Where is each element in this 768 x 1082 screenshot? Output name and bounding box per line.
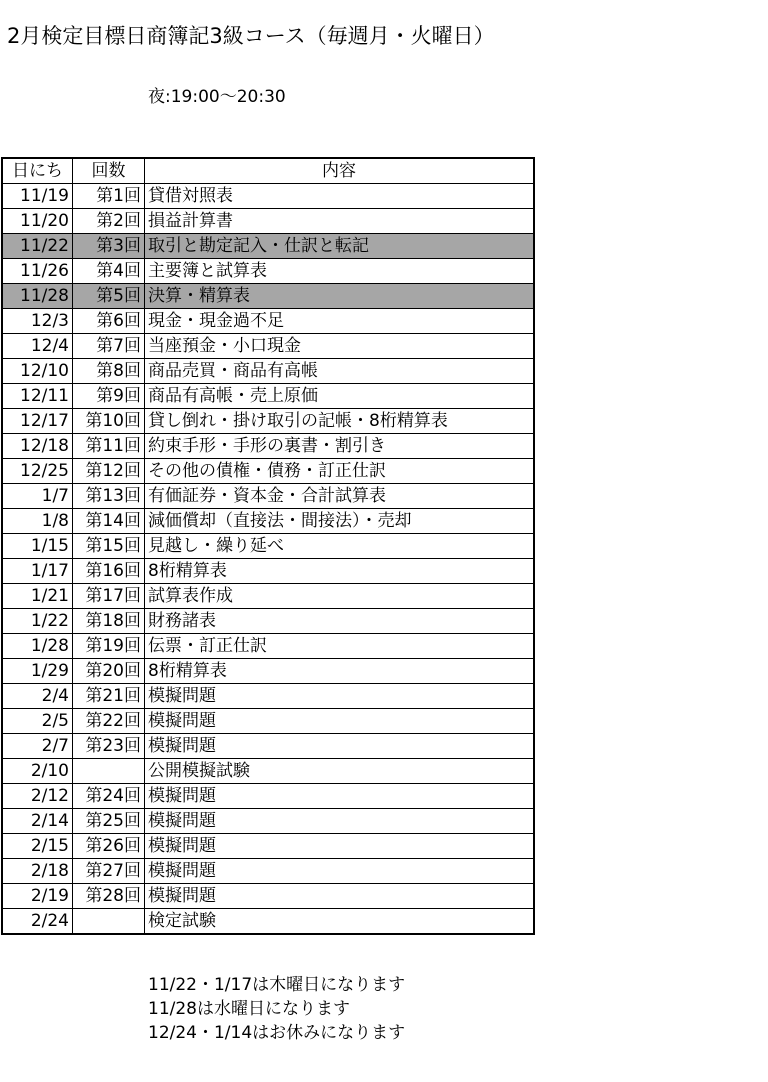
content-cell: 模擬問題 xyxy=(145,734,535,759)
date-cell: 2/10 xyxy=(2,759,73,784)
session-cell: 第24回 xyxy=(73,784,145,809)
content-cell: 8桁精算表 xyxy=(145,659,535,684)
content-cell: その他の債権・債務・訂正仕訳 xyxy=(145,459,535,484)
session-cell: 第27回 xyxy=(73,859,145,884)
table-row xyxy=(2,684,534,709)
session-cell: 第25回 xyxy=(73,809,145,834)
date-cell: 2/7 xyxy=(2,734,73,759)
date-cell: 1/15 xyxy=(2,534,73,559)
date-cell: 1/29 xyxy=(2,659,73,684)
session-cell: 第3回 xyxy=(73,234,145,259)
session-cell: 第22回 xyxy=(73,709,145,734)
content-cell: 試算表作成 xyxy=(145,584,535,609)
table-row xyxy=(2,809,534,834)
date-cell: 2/5 xyxy=(2,709,73,734)
table-row xyxy=(2,259,534,284)
table-row xyxy=(2,634,534,659)
session-cell: 第19回 xyxy=(73,634,145,659)
table-row xyxy=(2,359,534,384)
table-row xyxy=(2,484,534,509)
session-cell: 第6回 xyxy=(73,309,145,334)
session-cell: 第16回 xyxy=(73,559,145,584)
date-cell: 11/26 xyxy=(2,259,73,284)
table-row xyxy=(2,909,534,935)
table-row xyxy=(2,559,534,584)
session-cell: 第1回 xyxy=(73,184,145,209)
date-cell: 1/21 xyxy=(2,584,73,609)
session-cell: 第21回 xyxy=(73,684,145,709)
content-cell: 決算・精算表 xyxy=(145,284,535,309)
date-cell: 12/18 xyxy=(2,434,73,459)
table-row xyxy=(2,234,534,259)
table-row xyxy=(2,709,534,734)
session-cell: 第14回 xyxy=(73,509,145,534)
date-cell: 11/20 xyxy=(2,209,73,234)
date-cell: 2/14 xyxy=(2,809,73,834)
schedule-table xyxy=(1,157,535,935)
content-cell: 公開模擬試験 xyxy=(145,759,535,784)
date-cell: 12/4 xyxy=(2,334,73,359)
date-cell: 2/18 xyxy=(2,859,73,884)
date-cell: 12/10 xyxy=(2,359,73,384)
session-cell: 第17回 xyxy=(73,584,145,609)
table-row xyxy=(2,509,534,534)
class-time: 夜:19:00～20:30 xyxy=(148,87,286,107)
session-cell: 第26回 xyxy=(73,834,145,859)
table-row xyxy=(2,734,534,759)
session-cell: 第8回 xyxy=(73,359,145,384)
date-cell: 1/8 xyxy=(2,509,73,534)
page-title: 2月検定目標日商簿記3級コース（毎週月・火曜日） xyxy=(7,24,495,48)
table-row xyxy=(2,859,534,884)
session-cell: 第18回 xyxy=(73,609,145,634)
date-cell: 12/3 xyxy=(2,309,73,334)
table-row xyxy=(2,834,534,859)
schedule-table-body xyxy=(2,158,534,934)
table-row xyxy=(2,884,534,909)
date-cell: 2/12 xyxy=(2,784,73,809)
content-cell: 見越し・繰り延べ xyxy=(145,534,535,559)
column-header-content: 内容 xyxy=(145,158,535,184)
content-cell: 模擬問題 xyxy=(145,884,535,909)
notes xyxy=(148,973,405,1045)
content-cell: 模擬問題 xyxy=(145,709,535,734)
content-cell: 伝票・訂正仕訳 xyxy=(145,634,535,659)
table-row xyxy=(2,609,534,634)
content-cell: 8桁精算表 xyxy=(145,559,535,584)
content-cell: 検定試験 xyxy=(145,909,535,935)
content-cell: 有価証券・資本金・合計試算表 xyxy=(145,484,535,509)
content-cell: 約束手形・手形の裏書・割引き xyxy=(145,434,535,459)
content-cell: 損益計算書 xyxy=(145,209,535,234)
session-cell: 第23回 xyxy=(73,734,145,759)
content-cell: 減価償却（直接法・間接法）・売却 xyxy=(145,509,535,534)
table-row xyxy=(2,384,534,409)
table-row xyxy=(2,784,534,809)
table-row xyxy=(2,759,534,784)
table-row xyxy=(2,659,534,684)
session-cell: 第10回 xyxy=(73,409,145,434)
session-cell: 第7回 xyxy=(73,334,145,359)
content-cell: 模擬問題 xyxy=(145,809,535,834)
content-cell: 取引と勘定記入・仕訳と転記 xyxy=(145,234,535,259)
content-cell: 財務諸表 xyxy=(145,609,535,634)
date-cell: 2/15 xyxy=(2,834,73,859)
content-cell: 模擬問題 xyxy=(145,784,535,809)
content-cell: 模擬問題 xyxy=(145,684,535,709)
session-cell xyxy=(73,759,145,784)
table-row xyxy=(2,284,534,309)
date-cell: 2/19 xyxy=(2,884,73,909)
content-cell: 主要簿と試算表 xyxy=(145,259,535,284)
content-cell: 貸し倒れ・掛け取引の記帳・8桁精算表 xyxy=(145,409,535,434)
date-cell: 12/11 xyxy=(2,384,73,409)
date-cell: 11/19 xyxy=(2,184,73,209)
date-cell: 1/7 xyxy=(2,484,73,509)
session-cell: 第13回 xyxy=(73,484,145,509)
session-cell: 第28回 xyxy=(73,884,145,909)
table-row xyxy=(2,209,534,234)
table-row xyxy=(2,584,534,609)
session-cell: 第9回 xyxy=(73,384,145,409)
note-item: 11/28は水曜日になります xyxy=(148,999,350,1019)
session-cell: 第5回 xyxy=(73,284,145,309)
session-cell: 第4回 xyxy=(73,259,145,284)
date-cell: 2/24 xyxy=(2,909,73,935)
session-cell xyxy=(73,909,145,935)
content-cell: 商品売買・商品有高帳 xyxy=(145,359,535,384)
note-item: 12/24・1/14はお休みになります xyxy=(148,1023,406,1043)
date-cell: 12/17 xyxy=(2,409,73,434)
content-cell: 模擬問題 xyxy=(145,859,535,884)
column-header-session: 回数 xyxy=(73,158,145,184)
date-cell: 2/4 xyxy=(2,684,73,709)
session-cell: 第11回 xyxy=(73,434,145,459)
date-cell: 1/28 xyxy=(2,634,73,659)
session-cell: 第12回 xyxy=(73,459,145,484)
table-row xyxy=(2,184,534,209)
table-row xyxy=(2,409,534,434)
table-header-row xyxy=(2,158,534,184)
date-cell: 11/28 xyxy=(2,284,73,309)
column-header-date: 日にち xyxy=(2,158,73,184)
table-row xyxy=(2,434,534,459)
table-row xyxy=(2,534,534,559)
table-row xyxy=(2,459,534,484)
content-cell: 貸借対照表 xyxy=(145,184,535,209)
table-row xyxy=(2,309,534,334)
session-cell: 第2回 xyxy=(73,209,145,234)
content-cell: 当座預金・小口現金 xyxy=(145,334,535,359)
date-cell: 11/22 xyxy=(2,234,73,259)
session-cell: 第15回 xyxy=(73,534,145,559)
date-cell: 12/25 xyxy=(2,459,73,484)
content-cell: 現金・現金過不足 xyxy=(145,309,535,334)
note-item: 11/22・1/17は木曜日になります xyxy=(148,975,406,995)
session-cell: 第20回 xyxy=(73,659,145,684)
date-cell: 1/22 xyxy=(2,609,73,634)
content-cell: 商品有高帳・売上原価 xyxy=(145,384,535,409)
content-cell: 模擬問題 xyxy=(145,834,535,859)
table-row xyxy=(2,334,534,359)
date-cell: 1/17 xyxy=(2,559,73,584)
